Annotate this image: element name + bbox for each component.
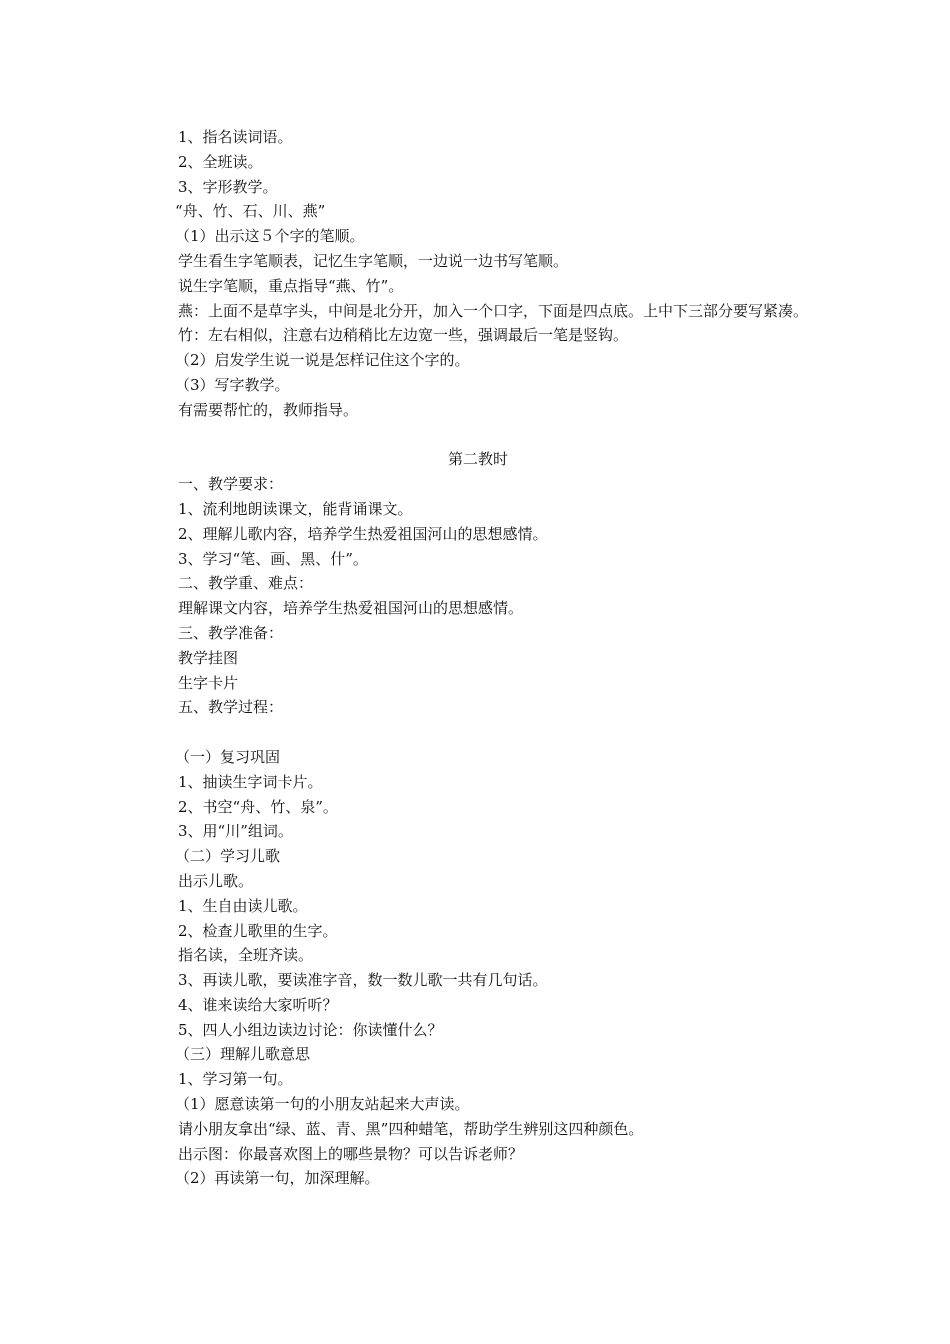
paragraph: （3）写字教学。 (175, 375, 290, 394)
paragraph: 生字卡片 (178, 673, 239, 692)
paragraph: （2）启发学生说一说是怎样记住这个字的。 (175, 351, 470, 370)
paragraph: 3、字形教学。 (178, 177, 278, 196)
document-body (143, 125, 813, 1191)
paragraph: 出示儿歌。 (178, 871, 254, 890)
section-title: 第二教时 (447, 450, 508, 469)
paragraph: 1、生自由读儿歌。 (178, 896, 308, 915)
paragraph: 5、四人小组边读边讨论：你读懂什么？ (178, 1020, 443, 1039)
paragraph: 二、教学重、难点： (178, 574, 314, 593)
paragraph: （一）复习巩固 (175, 747, 281, 766)
paragraph: 指名读，全班齐读。 (178, 946, 314, 965)
paragraph: 2、检查儿歌里的生字。 (178, 921, 338, 940)
paragraph: 三、教学准备： (178, 623, 284, 642)
paragraph: （三）理解儿歌意思 (175, 1045, 311, 1064)
paragraph: 教学挂图 (178, 648, 239, 667)
paragraph: 五、教学过程： (178, 698, 284, 717)
paragraph: “舟、竹、石、川、燕” (175, 202, 326, 221)
paragraph: 1、流利地朗读课文，能背诵课文。 (178, 499, 413, 518)
paragraph: 出示图：你最喜欢图上的哪些景物？可以告诉老师？ (178, 1144, 524, 1163)
paragraph: （1）出示这５个字的笔顺。 (175, 227, 365, 246)
paragraph: 2、全班读。 (178, 152, 263, 171)
paragraph: 说生字笔顺，重点指导“燕、竹”。 (178, 276, 404, 295)
paragraph: 1、指名读词语。 (178, 128, 293, 146)
paragraph: 2、书空“舟、竹、泉”。 (178, 797, 338, 816)
paragraph: 请小朋友拿出“绿、蓝、青、黑”四种蜡笔，帮助学生辨别这四种颜色。 (178, 1119, 644, 1138)
paragraph: 一、教学要求： (178, 475, 284, 494)
paragraph: 理解课文内容，培养学生热爱祖国河山的思想感情。 (178, 599, 524, 618)
paragraph: 学生看生字笔顺表，记忆生字笔顺，一边说一边书写笔顺。 (178, 251, 569, 270)
paragraph: 燕：上面不是草字头，中间是北分开，加入一个口字，下面是四点底。上中下三部分要写紧凑。 (178, 301, 809, 320)
paragraph: 3、用“川”组词。 (178, 822, 293, 841)
paragraph: 1、学习第一句。 (178, 1070, 293, 1089)
blank-line (143, 423, 813, 448)
paragraph: 4、谁来读给大家听听？ (178, 995, 338, 1014)
blank-line (143, 720, 813, 745)
paragraph: （2）再读第一句，加深理解。 (175, 1169, 380, 1188)
paragraph: 3、学习“笔、画、黑、什”。 (178, 549, 368, 568)
paragraph: 1、抽读生字词卡片。 (178, 772, 323, 791)
paragraph: 3、再读儿歌，要读准字音，数一数儿歌一共有几句话。 (178, 971, 548, 990)
paragraph: （二）学习儿歌 (175, 847, 281, 866)
paragraph: （1）愿意读第一句的小朋友站起来大声读。 (175, 1095, 470, 1114)
paragraph: 2、理解儿歌内容，培养学生热爱祖国河山的思想感情。 (178, 524, 548, 543)
paragraph: 有需要帮忙的，教师指导。 (178, 400, 359, 419)
paragraph: 竹：左右相似，注意右边稍稍比左边宽一些，强调最后一笔是竖钩。 (178, 326, 629, 345)
